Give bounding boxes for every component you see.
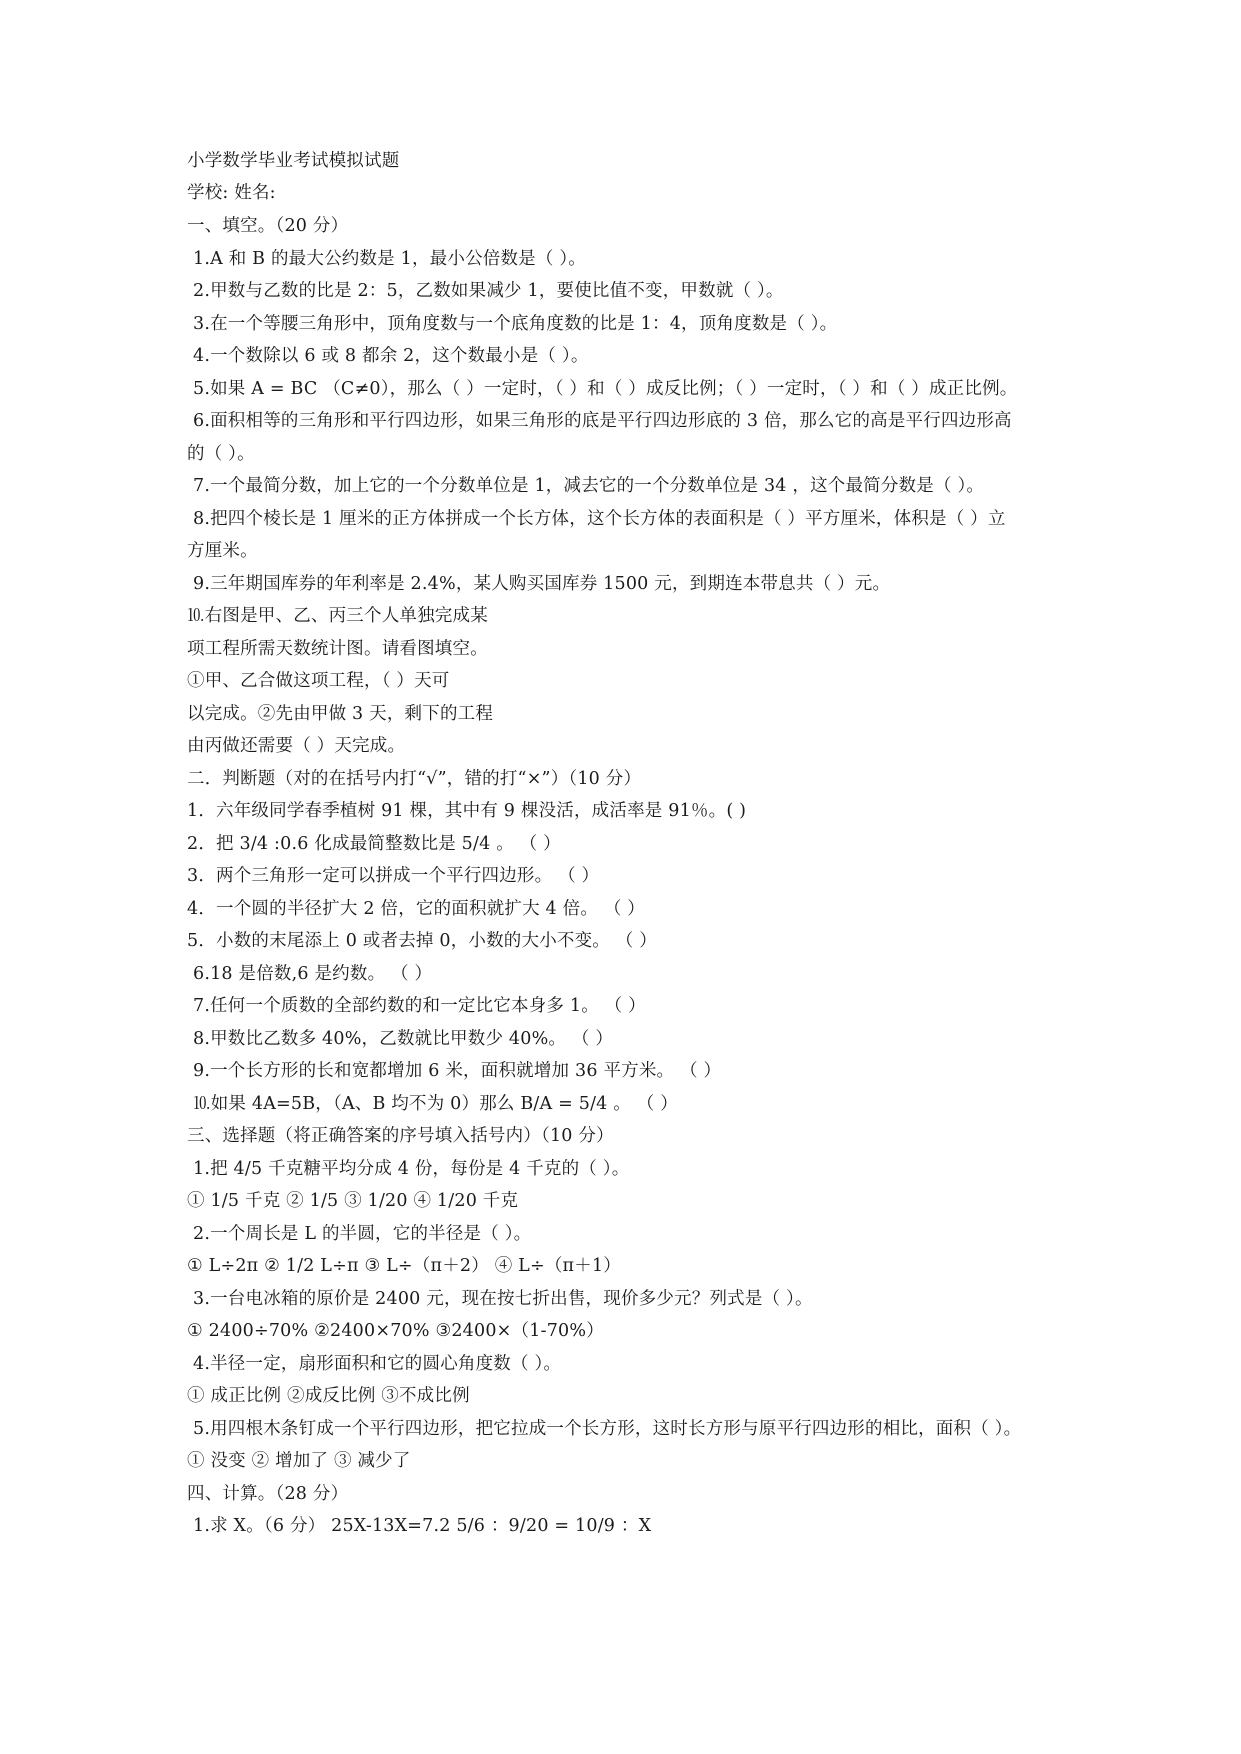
fill-blank-question: 4.一个数除以 6 或 8 都余 2，这个数最小是（ ）。 [193, 346, 589, 366]
fill-blank-continuation: 以完成。②先由甲做 3 天，剩下的工程 [187, 704, 494, 724]
calculation-question: 1.求 X。（6 分） 25X-13X=7.2 5/6 ：9/20 = 10/9 ：X [193, 1516, 652, 1536]
fill-blank-question: 8.把四个棱长是 1 厘米的正方体拼成一个长方体，这个长方体的表面积是（ ）平方厘米，体积是（ ）立 [193, 509, 1006, 529]
school-name-line: 学校: 姓名: [187, 183, 276, 203]
true-false-question: ⒑如果 4A=5B，（A、B 均不为 0）那么 B/A = 5/4 。 （ ） [193, 1094, 678, 1114]
true-false-question: 4．一个圆的半径扩大 2 倍，它的面积就扩大 4 倍。 （ ） [187, 899, 645, 919]
true-false-question: 3．两个三角形一定可以拼成一个平行四边形。 （ ） [187, 866, 600, 886]
choice-question: 4.半径一定，扇形面积和它的圆心角度数（ ）。 [193, 1354, 562, 1374]
fill-blank-continuation: ①甲、乙合做这项工程，（ ）天可 [187, 671, 450, 691]
exam-title: 小学数学毕业考试模拟试题 [187, 151, 400, 171]
fill-blank-continuation: 的（ ）。 [187, 444, 255, 464]
section4-heading: 四、计算。（28 分） [187, 1484, 349, 1504]
choice-options: ① L÷2π ② 1/2 L÷π ③ L÷（π＋2） ④ L÷（π＋1） [187, 1256, 621, 1276]
fill-blank-question: 3.在一个等腰三角形中，顶角度数与一个底角度数的比是 1：4，顶角度数是（ ）。 [193, 314, 838, 334]
choice-options: ① 没变 ② 增加了 ③ 减少了 [187, 1451, 411, 1471]
fill-blank-question: 9.三年期国库券的年利率是 2.4%，某人购买国库券 1500 元，到期连本带息共（ ）元。 [193, 574, 891, 594]
choice-question: 3.一台电冰箱的原价是 2400 元，现在按七折出售，现价多少元？列式是（ ）。 [193, 1289, 813, 1309]
fill-blank-continuation: 项工程所需天数统计图。请看图填空。 [187, 639, 488, 659]
fill-blank-question: 5.如果 A = BC （C≠0），那么（ ）一定时，（ ）和（ ）成反比例；（ ）一定时，（ ）和（ ）成正比例。 [193, 379, 1018, 399]
choice-options: ① 成正比例 ②成反比例 ③不成比例 [187, 1386, 470, 1406]
section1-heading: 一、填空。（20 分） [187, 216, 349, 236]
fill-blank-question: ⒑右图是甲、乙、丙三个人单独完成某 [187, 606, 488, 626]
fill-blank-continuation: 方厘米。 [187, 541, 258, 561]
choice-question: 5.用四根木条钉成一个平行四边形，把它拉成一个长方形，这时长方形与原平行四边形的相比，面积（ ）。 [193, 1419, 1022, 1439]
section3-heading: 三、选择题（将正确答案的序号填入括号内）（10 分） [187, 1126, 614, 1146]
fill-blank-question: 7.一个最简分数，加上它的一个分数单位是 1，减去它的一个分数单位是 34 ，这个最简分数是（ ）。 [193, 476, 985, 496]
choice-options: ① 1/5 千克 ② 1/5 ③ 1/20 ④ 1/20 千克 [187, 1191, 519, 1211]
true-false-question: 5．小数的末尾添上 0 或者去掉 0，小数的大小不变。 （ ） [187, 931, 657, 951]
true-false-question: 8.甲数比乙数多 40%，乙数就比甲数少 40%。 （ ） [193, 1029, 614, 1049]
section2-heading: 二．判断题（对的在括号内打“√”，错的打“×”）（10 分） [187, 769, 642, 789]
fill-blank-continuation: 由丙做还需要（ ）天完成。 [187, 736, 406, 756]
true-false-question: 2．把 3/4 :0.6 化成最简整数比是 5/4 。 （ ） [187, 834, 561, 854]
fill-blank-question: 1.A 和 B 的最大公约数是 1，最小公倍数是（ ）。 [193, 249, 586, 269]
true-false-question: 1．六年级同学春季植树 91 棵，其中有 9 棵没活，成活率是 91％。( ) [187, 801, 747, 821]
choice-options: ① 2400÷70% ②2400×70% ③2400×（1-70%） [187, 1321, 604, 1341]
fill-blank-question: 6.面积相等的三角形和平行四边形，如果三角形的底是平行四边形底的 3 倍，那么它的高是平行四边形高 [193, 411, 1012, 431]
choice-question: 1.把 4/5 千克糖平均分成 4 份，每份是 4 千克的（ ）。 [193, 1159, 630, 1179]
true-false-question: 9.一个长方形的长和宽都增加 6 米，面积就增加 36 平方米。 （ ） [193, 1061, 722, 1081]
true-false-question: 7.任何一个质数的全部约数的和一定比它本身多 1。 （ ） [193, 996, 646, 1016]
true-false-question: 6.18 是倍数,6 是约数。 （ ） [193, 964, 433, 984]
choice-question: 2.一个周长是 L 的半圆，它的半径是（ ）。 [193, 1224, 532, 1244]
fill-blank-question: 2.甲数与乙数的比是 2：5，乙数如果减少 1，要使比值不变，甲数就（ ）。 [193, 281, 784, 301]
